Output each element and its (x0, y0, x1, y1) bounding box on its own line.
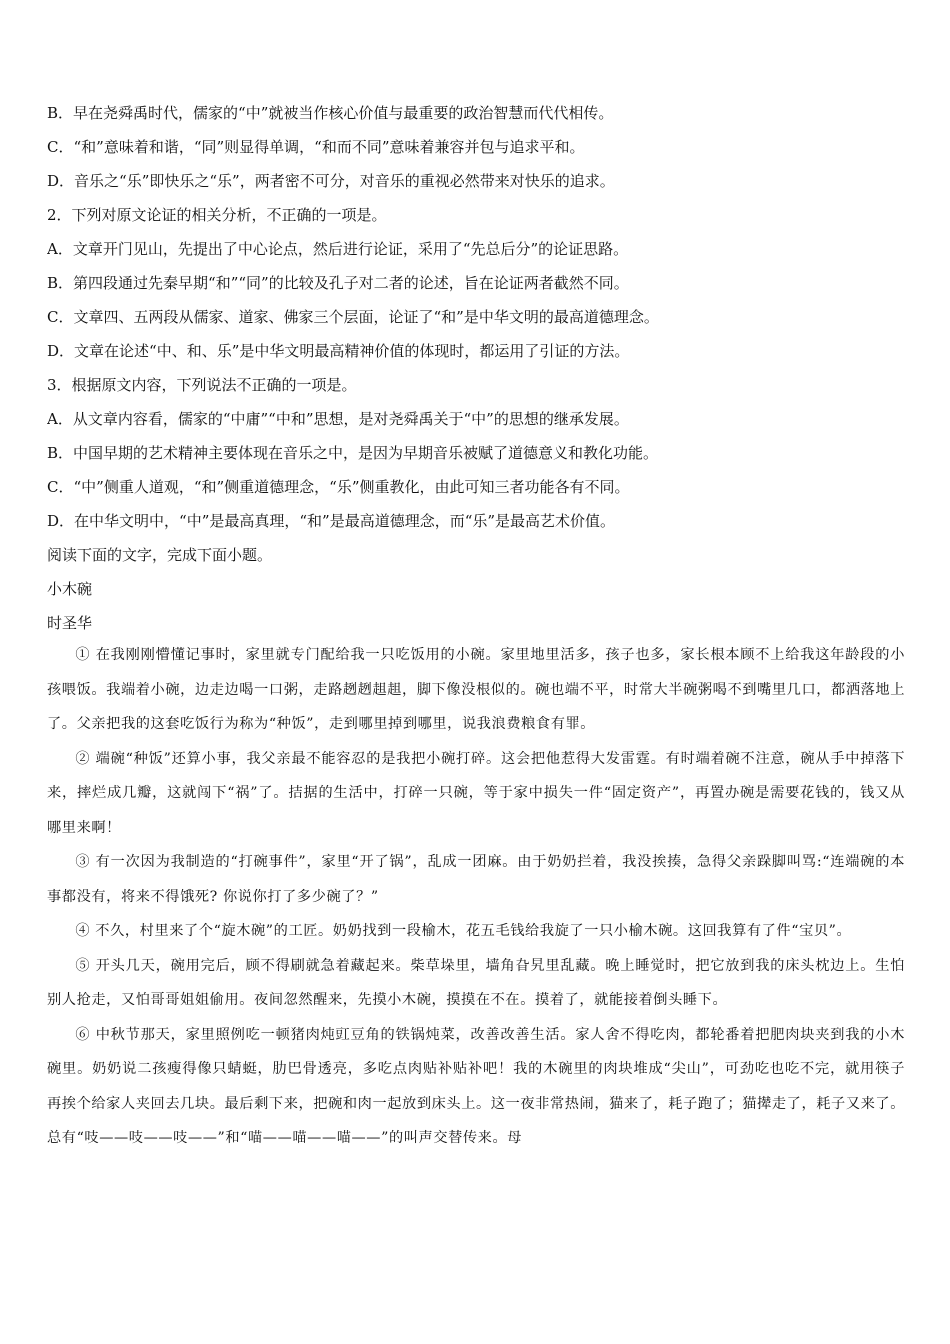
q1-option-b: B．早在尧舜禹时代，儒家的“中”就被当作核心价值与最重要的政治智慧而代代相传。 (47, 104, 614, 122)
q2-option-d: D．文章在论述“中、和、乐”是中华文明最高精神价值的体现时，都运用了引证的方法。 (47, 342, 630, 360)
story-paragraph-3: ③ 有一次因为我制造的“打碗事件”，家里“开了锅”，乱成一团麻。由于奶奶拦着，我没挨揍，急得父亲跺脚叫骂:“连端碗的本事都没有，将来不得饿死? 你说你打了多少碗了？” (47, 854, 905, 905)
story-title: 小木碗 (47, 580, 93, 598)
q1-option-d: D．音乐之“乐”即快乐之“乐”，两者密不可分，对音乐的重视必然带来对快乐的追求。 (47, 172, 615, 190)
q3-stem: 3．根据原文内容，下列说法不正确的一项是。 (47, 376, 357, 394)
q3-option-d: D．在中华文明中，“中”是最高真理，“和”是最高道德理念，而“乐”是最高艺术价值。 (47, 512, 616, 530)
story-paragraph-4: ④ 不久，村里来了个“旋木碗”的工匠。奶奶找到一段榆木，花五毛钱给我旋了一只小榆木碗。这回我算有了件“宝贝”。 (75, 923, 852, 939)
story-paragraph-5: ⑤ 开头几天，碗用完后，顾不得刷就急着藏起来。柴草垛里，墙角旮旯里乱藏。晚上睡觉时，把它放到我的床头枕边上。生怕别人抢走，又怕哥哥姐姐偷用。夜间忽然醒来，先摸小木碗，摸摸在不在。摸着了，就能接着倒头睡下。 (47, 957, 905, 1008)
reading-instruction: 阅读下面的文字，完成下面小题。 (47, 546, 273, 564)
q2-option-b: B．第四段通过先秦早期“和”“同”的比较及孔子对二者的论述，旨在论证两者截然不同。 (47, 274, 629, 292)
q2-stem: 2．下列对原文论证的相关分析，不正确的一项是。 (47, 206, 387, 224)
story-paragraph-6: ⑥ 中秋节那天，家里照例吃一顿猪肉炖豇豆角的铁锅炖菜，改善改善生活。家人舍不得吃肉，都轮番着把肥肉块夹到我的小木碗里。奶奶说二孩瘦得像只蜻蜓，肋巴骨透亮，多吃点肉贴补贴补吧！我的木碗里的肉块堆成“尖山”，可劲吃也吃不完，就用筷子再挨个给家人夹回去几块。最后剩下来，把碗和肉一起放到床头上。这一夜非常热闹，猫来了，耗子跑了；猫撵走了，耗子又来了。总有“吱——吱——吱——”和“喵——喵——喵——”的叫声交替传来。母 (47, 1026, 905, 1146)
q2-option-a: A．文章开门见山，先提出了中心论点，然后进行论证，采用了“先总后分”的论证思路。 (47, 240, 629, 258)
q3-option-b: B．中国早期的艺术精神主要体现在音乐之中，是因为早期音乐被赋了道德意义和教化功能。 (47, 444, 659, 462)
story-body (47, 638, 905, 1156)
q3-option-a: A．从文章内容看，儒家的“中庸”“中和”思想，是对尧舜禹关于“中”的思想的继承发展。 (47, 410, 629, 428)
story-paragraph-2: ② 端碗“种饭”还算小事，我父亲最不能容忍的是我把小碗打碎。这会把他惹得大发雷霆。有时端着碗不注意，碗从手中掉落下来，摔烂成几瓣，这就闯下“祸”了。拮据的生活中，打碎一只碗，等于家中损失一件“固定资产”，再置办碗是需要花钱的，钱又从哪里来啊！ (47, 750, 905, 836)
q3-option-c: C．“中”侧重人道观，“和”侧重道德理念，“乐”侧重教化，由此可知三者功能各有不同。 (47, 478, 630, 496)
q1-option-c: C．“和”意味着和谐，“同”则显得单调，“和而不同”意味着兼容并包与追求平和。 (47, 138, 585, 156)
exam-questions (47, 96, 905, 640)
story-author: 时圣华 (47, 614, 93, 632)
q2-option-c: C．文章四、五两段从儒家、道家、佛家三个层面，论证了“和”是中华文明的最高道德理念。 (47, 308, 659, 326)
story-paragraph-1: ① 在我刚刚懵懂记事时，家里就专门配给我一只吃饭用的小碗。家里地里活多，孩子也多，家长根本顾不上给我这年龄段的小孩喂饭。我端着小碗，边走边喝一口粥，走路趔趔趄趄，脚下像没根似的。碗也端不平，时常大半碗粥喝不到嘴里几口，都洒落地上了。父亲把我的这套吃饭行为称为“种饭”，走到哪里掉到哪里，说我浪费粮食有罪。 (47, 647, 905, 732)
